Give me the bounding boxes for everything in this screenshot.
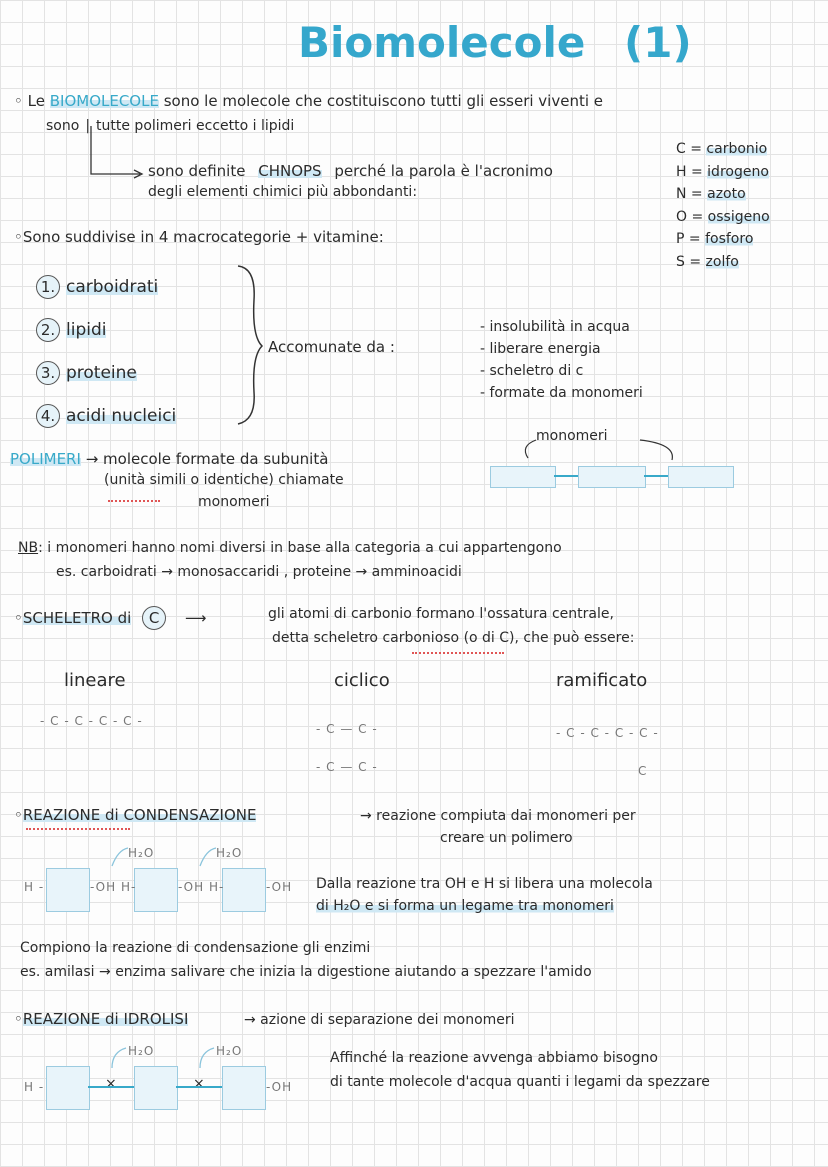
h-label: H -	[24, 1080, 45, 1094]
intro-line-1: ◦ Le BIOMOLECOLE sono le molecole che costituiscono tutti gli esseri viventi e	[14, 92, 604, 110]
categories-heading: ◦Sono suddivise in 4 macrocategorie + vitamine:	[14, 228, 384, 246]
brace-icon	[238, 266, 262, 424]
category-item: 2. lipidi	[36, 309, 176, 352]
element-row: C = carbonio	[676, 141, 768, 157]
polimeri-line-1: POLIMERI → molecole formate da subunità	[10, 450, 329, 468]
h-label: H -	[24, 880, 45, 894]
idrolisi-text-1: Affinché la reazione avvenga abbiamo bisogno	[330, 1050, 658, 1066]
idrolisi-text-2: di tante molecole d'acqua quanti i legami da spezzare	[330, 1074, 710, 1090]
arrow-line	[640, 440, 672, 460]
element-row: P = fosforo	[676, 231, 754, 247]
chnops-line-2: degli elementi chimici più abbondanti:	[148, 184, 418, 200]
nb-line-2: es. carboidrati → monosaccaridi , proteine → amminoacidi	[56, 564, 462, 580]
shared-item: - scheletro di c	[480, 363, 584, 379]
shared-item: - insolubilità in acqua	[480, 319, 630, 335]
water-label: H₂O	[128, 1044, 155, 1058]
category-item: 3. proteine	[36, 352, 176, 395]
monomeri-label: monomeri	[536, 428, 608, 444]
element-row: H = idrogeno	[676, 163, 769, 180]
enzimi-line-1: Compiono la reazione di condensazione gli enzimi	[20, 940, 371, 956]
condensazione-desc-2: creare un polimero	[440, 830, 573, 846]
cyclic-chain: - C — C - - C — C -	[316, 722, 378, 774]
shared-item: - liberare energia	[480, 341, 601, 357]
arrow-line	[91, 126, 140, 174]
condensazione-text-2: di H₂O e si forma un legame tra monomeri	[316, 898, 614, 914]
arrow-line	[200, 1048, 214, 1068]
idrolisi-desc: → azione di separazione dei monomeri	[244, 1012, 515, 1028]
condensazione-heading: ◦REAZIONE di CONDENSAZIONE	[14, 806, 257, 824]
water-label: H₂O	[216, 846, 243, 860]
nb-line-1: NB: i monomeri hanno nomi diversi in base alla categoria a cui appartengono	[18, 540, 562, 556]
oh-h-label: -OH H-	[178, 880, 225, 894]
water-label: H₂O	[128, 846, 155, 860]
category-item: 4. acidi nucleici	[36, 395, 176, 438]
type-lineare: lineare	[64, 670, 126, 691]
page-title: Biomolecole (1)	[298, 18, 692, 67]
oh-label: -OH	[266, 880, 293, 894]
break-mark-icon: ×	[193, 1076, 205, 1092]
break-mark-icon: ×	[105, 1076, 117, 1092]
shared-label: Accomunate da :	[268, 338, 395, 356]
category-item: 1. carboidrati	[36, 266, 176, 309]
type-ramificato: ramificato	[556, 670, 648, 691]
condensazione-text-1: Dalla reazione tra OH e H si libera una molecola	[316, 876, 653, 892]
element-row: O = ossigeno	[676, 208, 770, 225]
linear-chain: - C - C - C - C -	[40, 714, 143, 728]
polimeri-term: POLIMERI	[10, 450, 81, 468]
shared-item: - formate da monomeri	[480, 385, 643, 401]
chnops-line-1: sono definite CHNOPS perché la parola è l'acronimo	[148, 162, 553, 180]
scheletro-desc-2: detta scheletro carbonioso (o di C), che può essere:	[272, 630, 635, 646]
oh-label: -OH	[266, 1080, 293, 1094]
idrolisi-heading: ◦REAZIONE di IDROLISI	[14, 1010, 189, 1028]
scheletro-heading: ◦SCHELETRO di C ⟶	[14, 606, 206, 630]
element-row: S = zolfo	[676, 253, 739, 270]
arrow-line	[112, 1048, 126, 1068]
intro-line-2: sono | tutte polimeri eccetto i lipidi	[46, 118, 295, 134]
type-ciclico: ciclico	[334, 670, 390, 691]
scheletro-desc-1: gli atomi di carbonio formano l'ossatura centrale,	[268, 606, 614, 622]
water-label: H₂O	[216, 1044, 243, 1058]
arrow-line	[200, 848, 216, 866]
biomolecole-term: BIOMOLECOLE	[49, 92, 159, 110]
chnops-term: CHNOPS	[258, 162, 322, 180]
condensazione-desc-1: → reazione compiuta dai monomeri per	[360, 808, 636, 824]
branched-chain: - C - C - C - C - C	[556, 726, 659, 778]
element-row: N = azoto	[676, 186, 746, 202]
polimeri-line-3: monomeri	[198, 494, 270, 510]
arrow-line	[112, 848, 128, 866]
enzimi-line-2: es. amilasi → enzima salivare che inizia la digestione aiutando a spezzare l'amido	[20, 964, 592, 980]
arrow-line	[525, 440, 536, 458]
oh-h-label: -OH H-	[90, 880, 137, 894]
polimeri-line-2: (unità simili o identiche) chiamate	[104, 472, 344, 488]
